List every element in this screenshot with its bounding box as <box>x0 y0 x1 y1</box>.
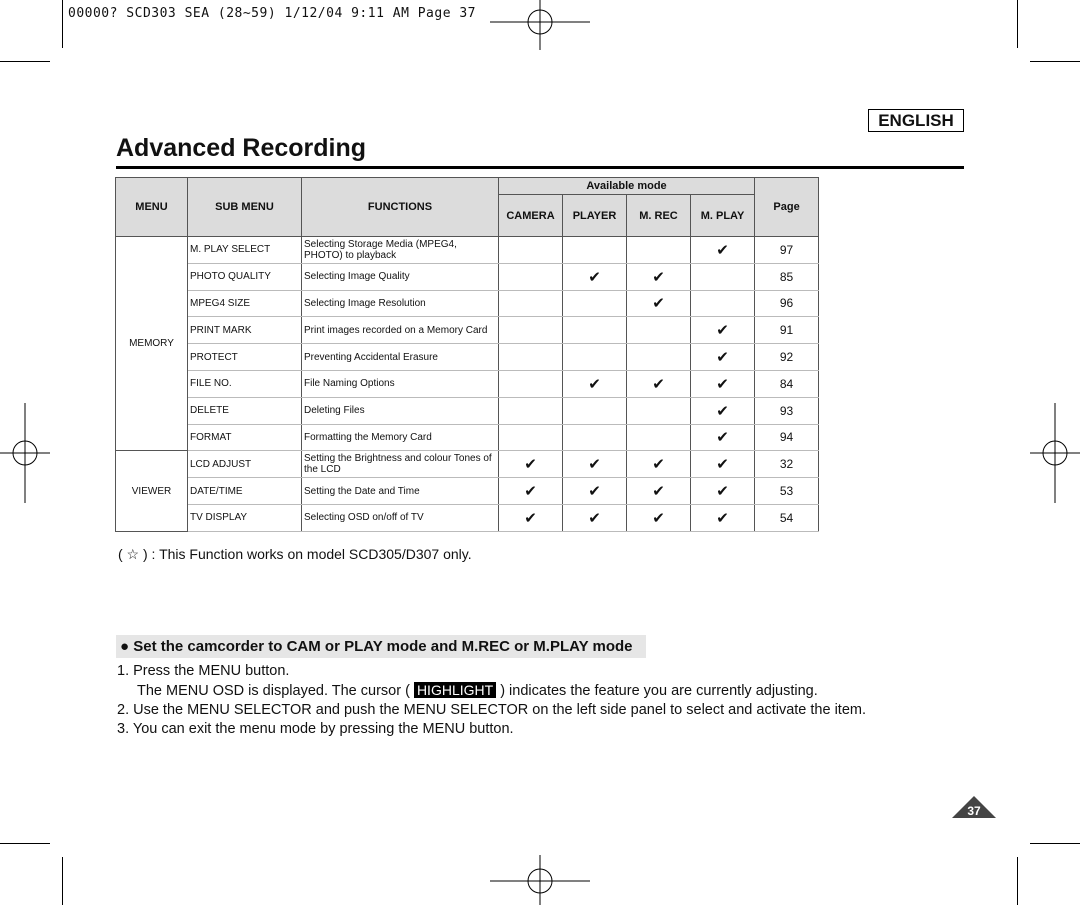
check-mark-icon: ✔ <box>563 478 627 505</box>
table-row <box>116 424 819 451</box>
page-reference-cell: 84 <box>755 370 819 397</box>
table-row <box>116 478 819 505</box>
check-mark-icon: ✔ <box>563 370 627 397</box>
crop-mark <box>0 61 50 62</box>
registration-mark-icon <box>1030 403 1080 503</box>
function-cell: Selecting Storage Media (MPEG4, PHOTO) to playback <box>302 237 499 264</box>
menu-group-label: MEMORY <box>116 237 188 451</box>
empty-mode-cell <box>499 237 563 264</box>
crop-mark <box>62 857 63 905</box>
check-mark-icon: ✔ <box>691 317 755 344</box>
sub-menu-cell: FORMAT <box>188 424 302 451</box>
step-1-detail-post: ) indicates the feature you are currently adjusting. <box>496 683 818 699</box>
empty-mode-cell <box>499 290 563 317</box>
empty-mode-cell <box>627 397 691 424</box>
page-reference-cell: 97 <box>755 237 819 264</box>
crop-mark <box>1017 857 1018 905</box>
check-mark-icon: ✔ <box>627 451 691 478</box>
print-job-header: 00000? SCD303 SEA (28~59) 1/12/04 9:11 AM Page 37 <box>68 6 477 21</box>
step-3: 3. You can exit the menu mode by pressing the MENU button. <box>117 721 514 737</box>
empty-mode-cell <box>627 317 691 344</box>
check-mark-icon: ✔ <box>691 344 755 371</box>
step-2: 2. Use the MENU SELECTOR and push the MENU SELECTOR on the left side panel to select and activate the item. <box>117 702 866 718</box>
check-mark-icon: ✔ <box>563 504 627 531</box>
header-m-rec: M. REC <box>627 195 691 237</box>
sub-menu-cell: FILE NO. <box>188 370 302 397</box>
page-reference-cell: 53 <box>755 478 819 505</box>
sub-menu-cell: PHOTO QUALITY <box>188 263 302 290</box>
header-camera: CAMERA <box>499 195 563 237</box>
crop-mark <box>1030 843 1080 844</box>
sub-menu-cell: TV DISPLAY <box>188 504 302 531</box>
table-row <box>116 344 819 371</box>
empty-mode-cell <box>627 344 691 371</box>
check-mark-icon: ✔ <box>563 263 627 290</box>
page-reference-cell: 93 <box>755 397 819 424</box>
page-number-badge <box>952 796 996 818</box>
check-mark-icon: ✔ <box>627 504 691 531</box>
highlight-cursor-sample: HIGHLIGHT <box>414 682 496 698</box>
table-row <box>116 451 819 478</box>
function-cell: Preventing Accidental Erasure <box>302 344 499 371</box>
table-row <box>116 237 819 264</box>
crop-mark <box>1030 61 1080 62</box>
empty-mode-cell <box>563 237 627 264</box>
table-row <box>116 263 819 290</box>
function-cell: File Naming Options <box>302 370 499 397</box>
crop-mark <box>62 0 63 48</box>
check-mark-icon: ✔ <box>499 451 563 478</box>
table-row <box>116 370 819 397</box>
table-row <box>116 504 819 531</box>
empty-mode-cell <box>499 397 563 424</box>
crop-mark <box>1017 0 1018 48</box>
header-functions: FUNCTIONS <box>302 178 499 237</box>
empty-mode-cell <box>499 344 563 371</box>
crop-mark <box>0 843 50 844</box>
empty-mode-cell <box>691 290 755 317</box>
step-1-detail-pre: The MENU OSD is displayed. The cursor ( <box>137 683 414 699</box>
page-reference-cell: 92 <box>755 344 819 371</box>
empty-mode-cell <box>563 424 627 451</box>
check-mark-icon: ✔ <box>691 370 755 397</box>
sub-menu-cell: MPEG4 SIZE <box>188 290 302 317</box>
step-1-detail <box>117 681 866 701</box>
page-reference-cell: 91 <box>755 317 819 344</box>
empty-mode-cell <box>627 424 691 451</box>
sub-menu-cell: PRINT MARK <box>188 317 302 344</box>
header-m-play: M. PLAY <box>691 195 755 237</box>
function-cell: Deleting Files <box>302 397 499 424</box>
page-title: Advanced Recording <box>116 134 367 162</box>
empty-mode-cell <box>627 237 691 264</box>
language-badge: ENGLISH <box>868 109 964 132</box>
sub-menu-cell: DATE/TIME <box>188 478 302 505</box>
check-mark-icon: ✔ <box>691 397 755 424</box>
section-heading: ● Set the camcorder to CAM or PLAY mode and M.REC or M.PLAY mode <box>116 635 646 658</box>
header-sub-menu: SUB MENU <box>188 178 302 237</box>
registration-mark-icon <box>490 855 590 905</box>
function-cell: Selecting OSD on/off of TV <box>302 504 499 531</box>
menu-group-label: VIEWER <box>116 451 188 531</box>
registration-mark-icon <box>490 0 590 50</box>
check-mark-icon: ✔ <box>627 478 691 505</box>
header-available-mode: Available mode <box>499 178 755 195</box>
table-row <box>116 290 819 317</box>
sub-menu-cell: PROTECT <box>188 344 302 371</box>
function-cell: Selecting Image Quality <box>302 263 499 290</box>
header-player: PLAYER <box>563 195 627 237</box>
model-note: ( ☆ ) : This Function works on model SCD305/D307 only. <box>118 546 472 562</box>
function-cell: Formatting the Memory Card <box>302 424 499 451</box>
function-cell: Setting the Date and Time <box>302 478 499 505</box>
empty-mode-cell <box>563 397 627 424</box>
header-menu: MENU <box>116 178 188 237</box>
check-mark-icon: ✔ <box>499 478 563 505</box>
check-mark-icon: ✔ <box>691 424 755 451</box>
empty-mode-cell <box>499 370 563 397</box>
function-cell: Selecting Image Resolution <box>302 290 499 317</box>
instruction-steps <box>117 662 866 739</box>
check-mark-icon: ✔ <box>627 263 691 290</box>
function-cell: Print images recorded on a Memory Card <box>302 317 499 344</box>
check-mark-icon: ✔ <box>627 290 691 317</box>
page-reference-cell: 94 <box>755 424 819 451</box>
table-row <box>116 397 819 424</box>
header-page: Page <box>755 178 819 237</box>
title-divider <box>116 166 964 169</box>
empty-mode-cell <box>563 344 627 371</box>
page-reference-cell: 96 <box>755 290 819 317</box>
menu-function-table <box>115 177 819 532</box>
empty-mode-cell <box>499 317 563 344</box>
registration-mark-icon <box>0 403 50 503</box>
empty-mode-cell <box>563 290 627 317</box>
sub-menu-cell: DELETE <box>188 397 302 424</box>
empty-mode-cell <box>499 263 563 290</box>
page-reference-cell: 54 <box>755 504 819 531</box>
check-mark-icon: ✔ <box>563 451 627 478</box>
check-mark-icon: ✔ <box>499 504 563 531</box>
empty-mode-cell <box>691 263 755 290</box>
empty-mode-cell <box>499 424 563 451</box>
page-number: 37 <box>967 804 981 818</box>
table-row <box>116 317 819 344</box>
empty-mode-cell <box>563 317 627 344</box>
page-reference-cell: 85 <box>755 263 819 290</box>
check-mark-icon: ✔ <box>691 504 755 531</box>
check-mark-icon: ✔ <box>691 478 755 505</box>
step-1: 1. Press the MENU button. <box>117 663 290 679</box>
sub-menu-cell: M. PLAY SELECT <box>188 237 302 264</box>
sub-menu-cell: LCD ADJUST <box>188 451 302 478</box>
page-reference-cell: 32 <box>755 451 819 478</box>
function-cell: Setting the Brightness and colour Tones of the LCD <box>302 451 499 478</box>
check-mark-icon: ✔ <box>691 237 755 264</box>
check-mark-icon: ✔ <box>627 370 691 397</box>
table-body <box>116 237 819 532</box>
check-mark-icon: ✔ <box>691 451 755 478</box>
